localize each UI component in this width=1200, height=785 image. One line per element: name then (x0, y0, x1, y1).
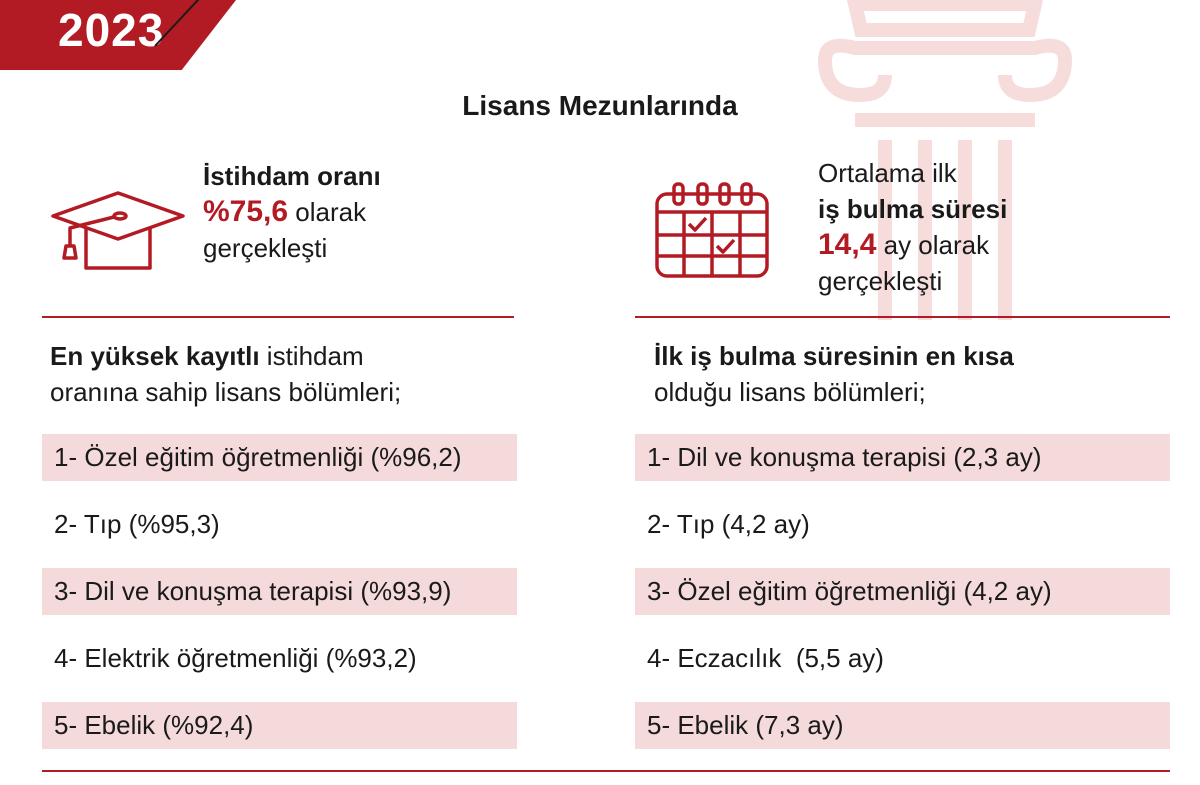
page-title: Lisans Mezunlarında (462, 90, 738, 121)
job-search-line4: gerçekleşti (818, 266, 943, 296)
list-item: 2- Tıp (%95,3) (54, 509, 220, 539)
employment-rate-line3: gerçekleşti (203, 233, 328, 263)
right-section-heading-bold: İlk iş bulma süresinin en kısa (654, 341, 1014, 371)
list-item: 1- Dil ve konuşma terapisi (2,3 ay) (635, 434, 1170, 481)
list-item: 5- Ebelik (%92,4) (42, 702, 517, 749)
job-search-value: 14,4 (818, 228, 877, 261)
right-divider (635, 316, 1170, 318)
employment-rate-block (203, 158, 381, 266)
graduation-cap-icon (48, 188, 188, 273)
job-search-duration-block (818, 155, 1007, 299)
employment-rate-value: %75,6 (203, 195, 289, 228)
calendar-icon (652, 180, 772, 280)
right-section-heading-line2: olduğu lisans bölümleri; (654, 377, 926, 407)
left-divider (42, 316, 514, 318)
job-search-line1: Ortalama ilk (818, 158, 957, 188)
list-item: 4- Elektrik öğretmenliği (%93,2) (54, 643, 417, 673)
left-section-heading-bold: En yüksek kayıtlı (50, 341, 260, 371)
year-label: 2023 (58, 4, 165, 56)
list-item: 2- Tıp (4,2 ay) (647, 509, 810, 539)
list-item: 3- Özel eğitim öğretmenliği (4,2 ay) (635, 568, 1170, 615)
left-section-heading-line2: oranına sahip lisans bölümleri; (50, 377, 402, 407)
left-list (42, 434, 517, 769)
right-list (635, 434, 1170, 769)
job-search-heading: iş bulma süresi (818, 194, 1008, 224)
left-section-heading (50, 338, 401, 410)
employment-rate-heading: İstihdam oranı (203, 161, 381, 191)
list-item: 3- Dil ve konuşma terapisi (%93,9) (42, 568, 517, 615)
employment-rate-suffix: olarak (288, 197, 367, 227)
job-search-suffix: ay olarak (876, 230, 990, 260)
right-section-heading (654, 338, 1014, 410)
left-section-heading-rest: istihdam (259, 341, 364, 371)
list-item: 5- Ebelik (7,3 ay) (635, 702, 1170, 749)
list-item: 1- Özel eğitim öğretmenliği (%96,2) (42, 434, 517, 481)
bottom-divider (42, 770, 1170, 772)
list-item: 4- Eczacılık (5,5 ay) (647, 643, 884, 673)
